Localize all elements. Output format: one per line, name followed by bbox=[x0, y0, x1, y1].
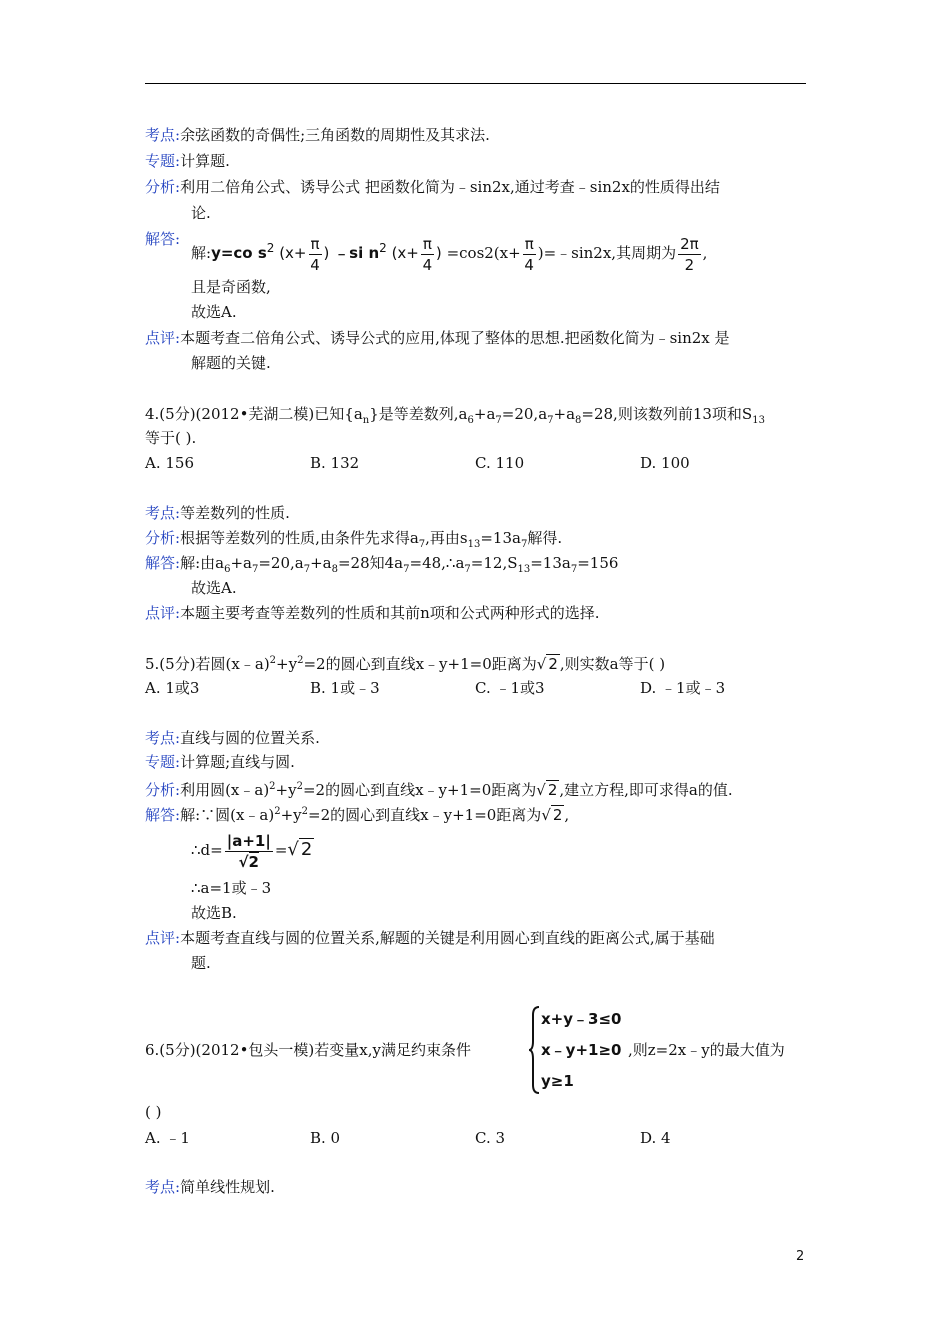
q3-zhuanti-row bbox=[145, 151, 230, 171]
q5-option-a: A. 1或3 bbox=[145, 679, 200, 697]
q3-frac-2pi-2: $\frac{2\pi}{2}$ bbox=[680, 234, 699, 274]
q6-option-a: A. ﹣1 bbox=[145, 1129, 190, 1147]
q5-fenxi-c: ,建立方程,即可求得a的值. bbox=[559, 781, 733, 799]
q5-sup-b: 2 bbox=[297, 655, 304, 666]
q4-j-sub7e: 7 bbox=[570, 564, 578, 575]
q5-d-frac: $\frac{|a+1|}{√2}$ bbox=[226, 831, 271, 871]
q5-dianping-text: 本题考查直线与圆的位置关系,解题的关键是利用圆心到直线的距离公式,属于基础 bbox=[180, 929, 715, 947]
q3-frac-pi-4-c: $\frac{\pi}{4}$ bbox=[524, 234, 534, 274]
q4-sub-8: 8 bbox=[575, 415, 582, 426]
q5-jieda-sqrt2: √ 2 bbox=[541, 806, 563, 824]
q6-option-d: D. 4 bbox=[640, 1129, 671, 1147]
q4-fenxi-c: =13a bbox=[480, 529, 521, 547]
q4-stem bbox=[145, 404, 765, 431]
q4-option-a: A. 156 bbox=[145, 454, 194, 472]
q3-sq-1: 2 bbox=[266, 241, 275, 255]
q3-open-1: (x+ bbox=[279, 244, 307, 262]
q4-sub-13: 13 bbox=[752, 415, 765, 426]
q5-j-sup: 2 bbox=[274, 806, 281, 817]
q4-jieda-row bbox=[145, 553, 618, 580]
q5-stem-c: =2的圆心到直线x﹣y+1=0距离为 bbox=[303, 655, 537, 673]
q4-fenxi-b: ,再由s bbox=[425, 529, 468, 547]
q4-j-sub13: 13 bbox=[517, 564, 531, 575]
q3-jieda-line3: 故选A. bbox=[191, 303, 237, 321]
q3-fenxi-text-2: 论. bbox=[191, 204, 211, 222]
q4-option-c: C. 110 bbox=[475, 454, 525, 472]
label-jieda: 解答: bbox=[145, 806, 181, 824]
q4-jieda-f: =13a bbox=[530, 554, 571, 572]
q5-choose: 故选B. bbox=[191, 904, 237, 922]
q4-jieda-2: 故选A. bbox=[191, 579, 237, 597]
q6-stem-2: ( ) bbox=[145, 1103, 162, 1121]
q6-kaodian-text: 简单线性规划. bbox=[180, 1178, 275, 1196]
q3-close-1: ) bbox=[323, 244, 330, 262]
q5-fenxi-y: +y bbox=[275, 781, 297, 799]
q3-zhuanti-text: 计算题. bbox=[180, 152, 230, 170]
q4-stem-b: }是等差数列,a bbox=[369, 405, 468, 423]
q3-jieda-label-row bbox=[145, 229, 180, 249]
q5-result: ∴a=1或﹣3 bbox=[191, 879, 272, 897]
q4-fenxi-sub7: 7 bbox=[418, 539, 426, 550]
q4-j-sub7d: 7 bbox=[464, 564, 471, 575]
q4-j-sub7c: 7 bbox=[403, 564, 410, 575]
q3-eq-text: =cos2(x+ bbox=[446, 244, 521, 262]
q4-stem-2: 等于( ). bbox=[145, 429, 197, 447]
q5-fenxi-sup: 2 bbox=[269, 781, 276, 792]
q4-j-plus: +a bbox=[230, 554, 252, 572]
q4-fenxi-sub7b: 7 bbox=[520, 539, 528, 550]
q4-plus-a: +a bbox=[473, 405, 496, 423]
q4-dianping-text: 本题主要考查等差数列的性质和其前n项和公式两种形式的选择. bbox=[180, 604, 600, 622]
q4-kaodian-row bbox=[145, 503, 290, 523]
q4-jieda-e: =12,S bbox=[470, 554, 518, 572]
q5-jieda-a: 解:∵圆(x﹣a) bbox=[180, 806, 275, 824]
label-fenxi: 分析: bbox=[145, 178, 181, 196]
label-kaodian: 考点: bbox=[145, 1178, 181, 1196]
q4-jieda-a: 解:由a bbox=[180, 554, 225, 572]
q3-frac-pi-4-a: $\frac{\pi}{4}$ bbox=[310, 234, 320, 274]
q3-comma: , bbox=[702, 244, 708, 262]
q3-jieda-formula bbox=[191, 226, 707, 275]
q5-d-prefix: ∴d= bbox=[191, 841, 223, 859]
q6-kaodian-row bbox=[145, 1177, 275, 1197]
q4-jieda-g: =156 bbox=[577, 554, 619, 572]
q4-j-sub7b: 7 bbox=[303, 564, 311, 575]
page-number: 2 bbox=[796, 1249, 805, 1264]
q3-fenxi-text: 利用二倍角公式、诱导公式 把函数化简为﹣sin2x,通过考查﹣sin2x的性质得出结 bbox=[180, 178, 720, 196]
q3-dianping-row bbox=[145, 328, 730, 348]
q3-dianping-text: 本题考查二倍角公式、诱导公式的应用,体现了整体的思想.把函数化简为﹣sin2x 是 bbox=[180, 329, 730, 347]
label-kaodian: 考点: bbox=[145, 504, 181, 522]
q4-sub-n: n bbox=[362, 415, 370, 426]
q5-dianping-text-2: 题. bbox=[191, 954, 211, 972]
q3-cos-text: y=co s bbox=[211, 244, 267, 262]
q4-fenxi-sub13: 13 bbox=[467, 539, 481, 550]
label-zhuanti: 专题: bbox=[145, 753, 181, 771]
q3-dianping-text-2: 解题的关键. bbox=[191, 354, 271, 372]
q4-sub-7b: 7 bbox=[547, 415, 554, 426]
q3-sin-text: ﹣si n bbox=[334, 244, 380, 262]
label-fenxi: 分析: bbox=[145, 781, 181, 799]
q5-jieda-c: , bbox=[564, 806, 570, 824]
q4-option-d: D. 100 bbox=[640, 454, 690, 472]
q4-j-sub6: 6 bbox=[224, 564, 231, 575]
q4-jieda-b: =20,a bbox=[258, 554, 304, 572]
q3-jieda-prefix: 解: bbox=[191, 244, 212, 262]
q5-option-c: C. ﹣1或3 bbox=[475, 679, 545, 697]
q6-cond-1: x+y﹣3≤0 bbox=[541, 1010, 622, 1028]
q4-jieda-c: =28知4a bbox=[337, 554, 404, 572]
q4-plus-a2: +a bbox=[553, 405, 576, 423]
q4-j-plus2: +a bbox=[310, 554, 332, 572]
q6-stem-a: 6.(5分)(2012•包头一模)若变量x,y满足约束条件 bbox=[145, 1041, 471, 1059]
q4-j-sub7: 7 bbox=[251, 564, 259, 575]
q5-j-sup2: 2 bbox=[301, 806, 309, 817]
q5-d-sqrt2: √ 2 bbox=[287, 839, 313, 860]
q5-stem-a: 5.(5分)若圆(x﹣a) bbox=[145, 655, 270, 673]
q6-cond-2: x﹣y+1≥0 bbox=[541, 1041, 622, 1059]
q5-dianping-row bbox=[145, 928, 715, 948]
q5-d-eq: = bbox=[274, 841, 288, 859]
q6-cond-3: y≥1 bbox=[541, 1072, 574, 1090]
q4-eq28: =28,则该数列前13项和S bbox=[581, 405, 753, 423]
header-rule bbox=[145, 83, 806, 84]
q5-fenxi-row bbox=[145, 777, 733, 800]
q5-jieda-row bbox=[145, 802, 569, 825]
q5-stem-d: ,则实数a等于( ) bbox=[559, 655, 666, 673]
q4-eq20: =20,a bbox=[501, 405, 548, 423]
q5-fenxi-a: 利用圆(x﹣a) bbox=[180, 781, 270, 799]
label-dianping: 点评: bbox=[145, 329, 181, 347]
q4-sub-7: 7 bbox=[495, 415, 502, 426]
q5-stem bbox=[145, 651, 665, 674]
q5-jieda-b: =2的圆心到直线x﹣y+1=0距离为 bbox=[308, 806, 542, 824]
q4-fenxi-d: 解得. bbox=[527, 529, 563, 547]
label-jieda: 解答: bbox=[145, 230, 181, 248]
q4-stem-a: 4.(5分)(2012•芜湖二模)已知{a bbox=[145, 405, 363, 423]
q5-option-d: D. ﹣1或﹣3 bbox=[640, 679, 726, 697]
q5-sqrt2: √ 2 bbox=[536, 655, 558, 673]
label-kaodian: 考点: bbox=[145, 729, 181, 747]
q6-stem-b: ,则z=2x﹣y的最大值为 bbox=[628, 1041, 785, 1059]
q5-kaodian-row bbox=[145, 728, 320, 748]
q4-fenxi-row bbox=[145, 528, 562, 555]
q4-sub-6: 6 bbox=[467, 415, 474, 426]
q5-d-formula bbox=[191, 828, 314, 872]
q5-sup-a: 2 bbox=[269, 655, 277, 666]
q6-option-c: C. 3 bbox=[475, 1129, 506, 1147]
label-zhuanti: 专题: bbox=[145, 152, 181, 170]
q3-kaodian-row bbox=[145, 125, 490, 145]
label-dianping: 点评: bbox=[145, 604, 181, 622]
q4-kaodian-text: 等差数列的性质. bbox=[180, 504, 290, 522]
q3-jieda-line2: 且是奇函数, bbox=[191, 278, 271, 296]
q5-fenxi-sqrt2: √ 2 bbox=[536, 781, 558, 799]
q3-frac-pi-4-b: $\frac{\pi}{4}$ bbox=[422, 234, 433, 274]
label-jieda: 解答: bbox=[145, 554, 181, 572]
q4-jieda-d: =48,∴a bbox=[409, 554, 465, 572]
q3-kaodian-text: 余弦函数的奇偶性;三角函数的周期性及其求法. bbox=[180, 126, 490, 144]
q5-option-b: B. 1或﹣3 bbox=[310, 679, 380, 697]
q3-close-2: ) bbox=[435, 244, 442, 262]
label-fenxi: 分析: bbox=[145, 529, 181, 547]
label-dianping: 点评: bbox=[145, 929, 181, 947]
q5-kaodian-text: 直线与圆的位置关系. bbox=[180, 729, 320, 747]
q4-option-b: B. 132 bbox=[310, 454, 360, 472]
q5-fenxi-sup2: 2 bbox=[296, 781, 303, 792]
q3-fenxi-row bbox=[145, 177, 720, 197]
q5-j-y: +y bbox=[280, 806, 302, 824]
q4-j-sub8: 8 bbox=[331, 564, 338, 575]
q3-open-2: (x+ bbox=[391, 244, 419, 262]
q5-zhuanti-text: 计算题;直线与圆. bbox=[180, 753, 295, 771]
label-kaodian: 考点: bbox=[145, 126, 181, 144]
q3-result-text: )=﹣sin2x,其周期为 bbox=[537, 244, 677, 262]
q5-fenxi-b: =2的圆心到直线x﹣y+1=0距离为 bbox=[302, 781, 537, 799]
q4-fenxi-a: 根据等差数列的性质,由条件先求得a bbox=[180, 529, 419, 547]
q6-option-b: B. 0 bbox=[310, 1129, 341, 1147]
q5-stem-b: +y bbox=[276, 655, 298, 673]
q4-dianping-row bbox=[145, 603, 600, 623]
q5-zhuanti-row bbox=[145, 752, 295, 772]
q3-sq-2: 2 bbox=[379, 241, 387, 255]
